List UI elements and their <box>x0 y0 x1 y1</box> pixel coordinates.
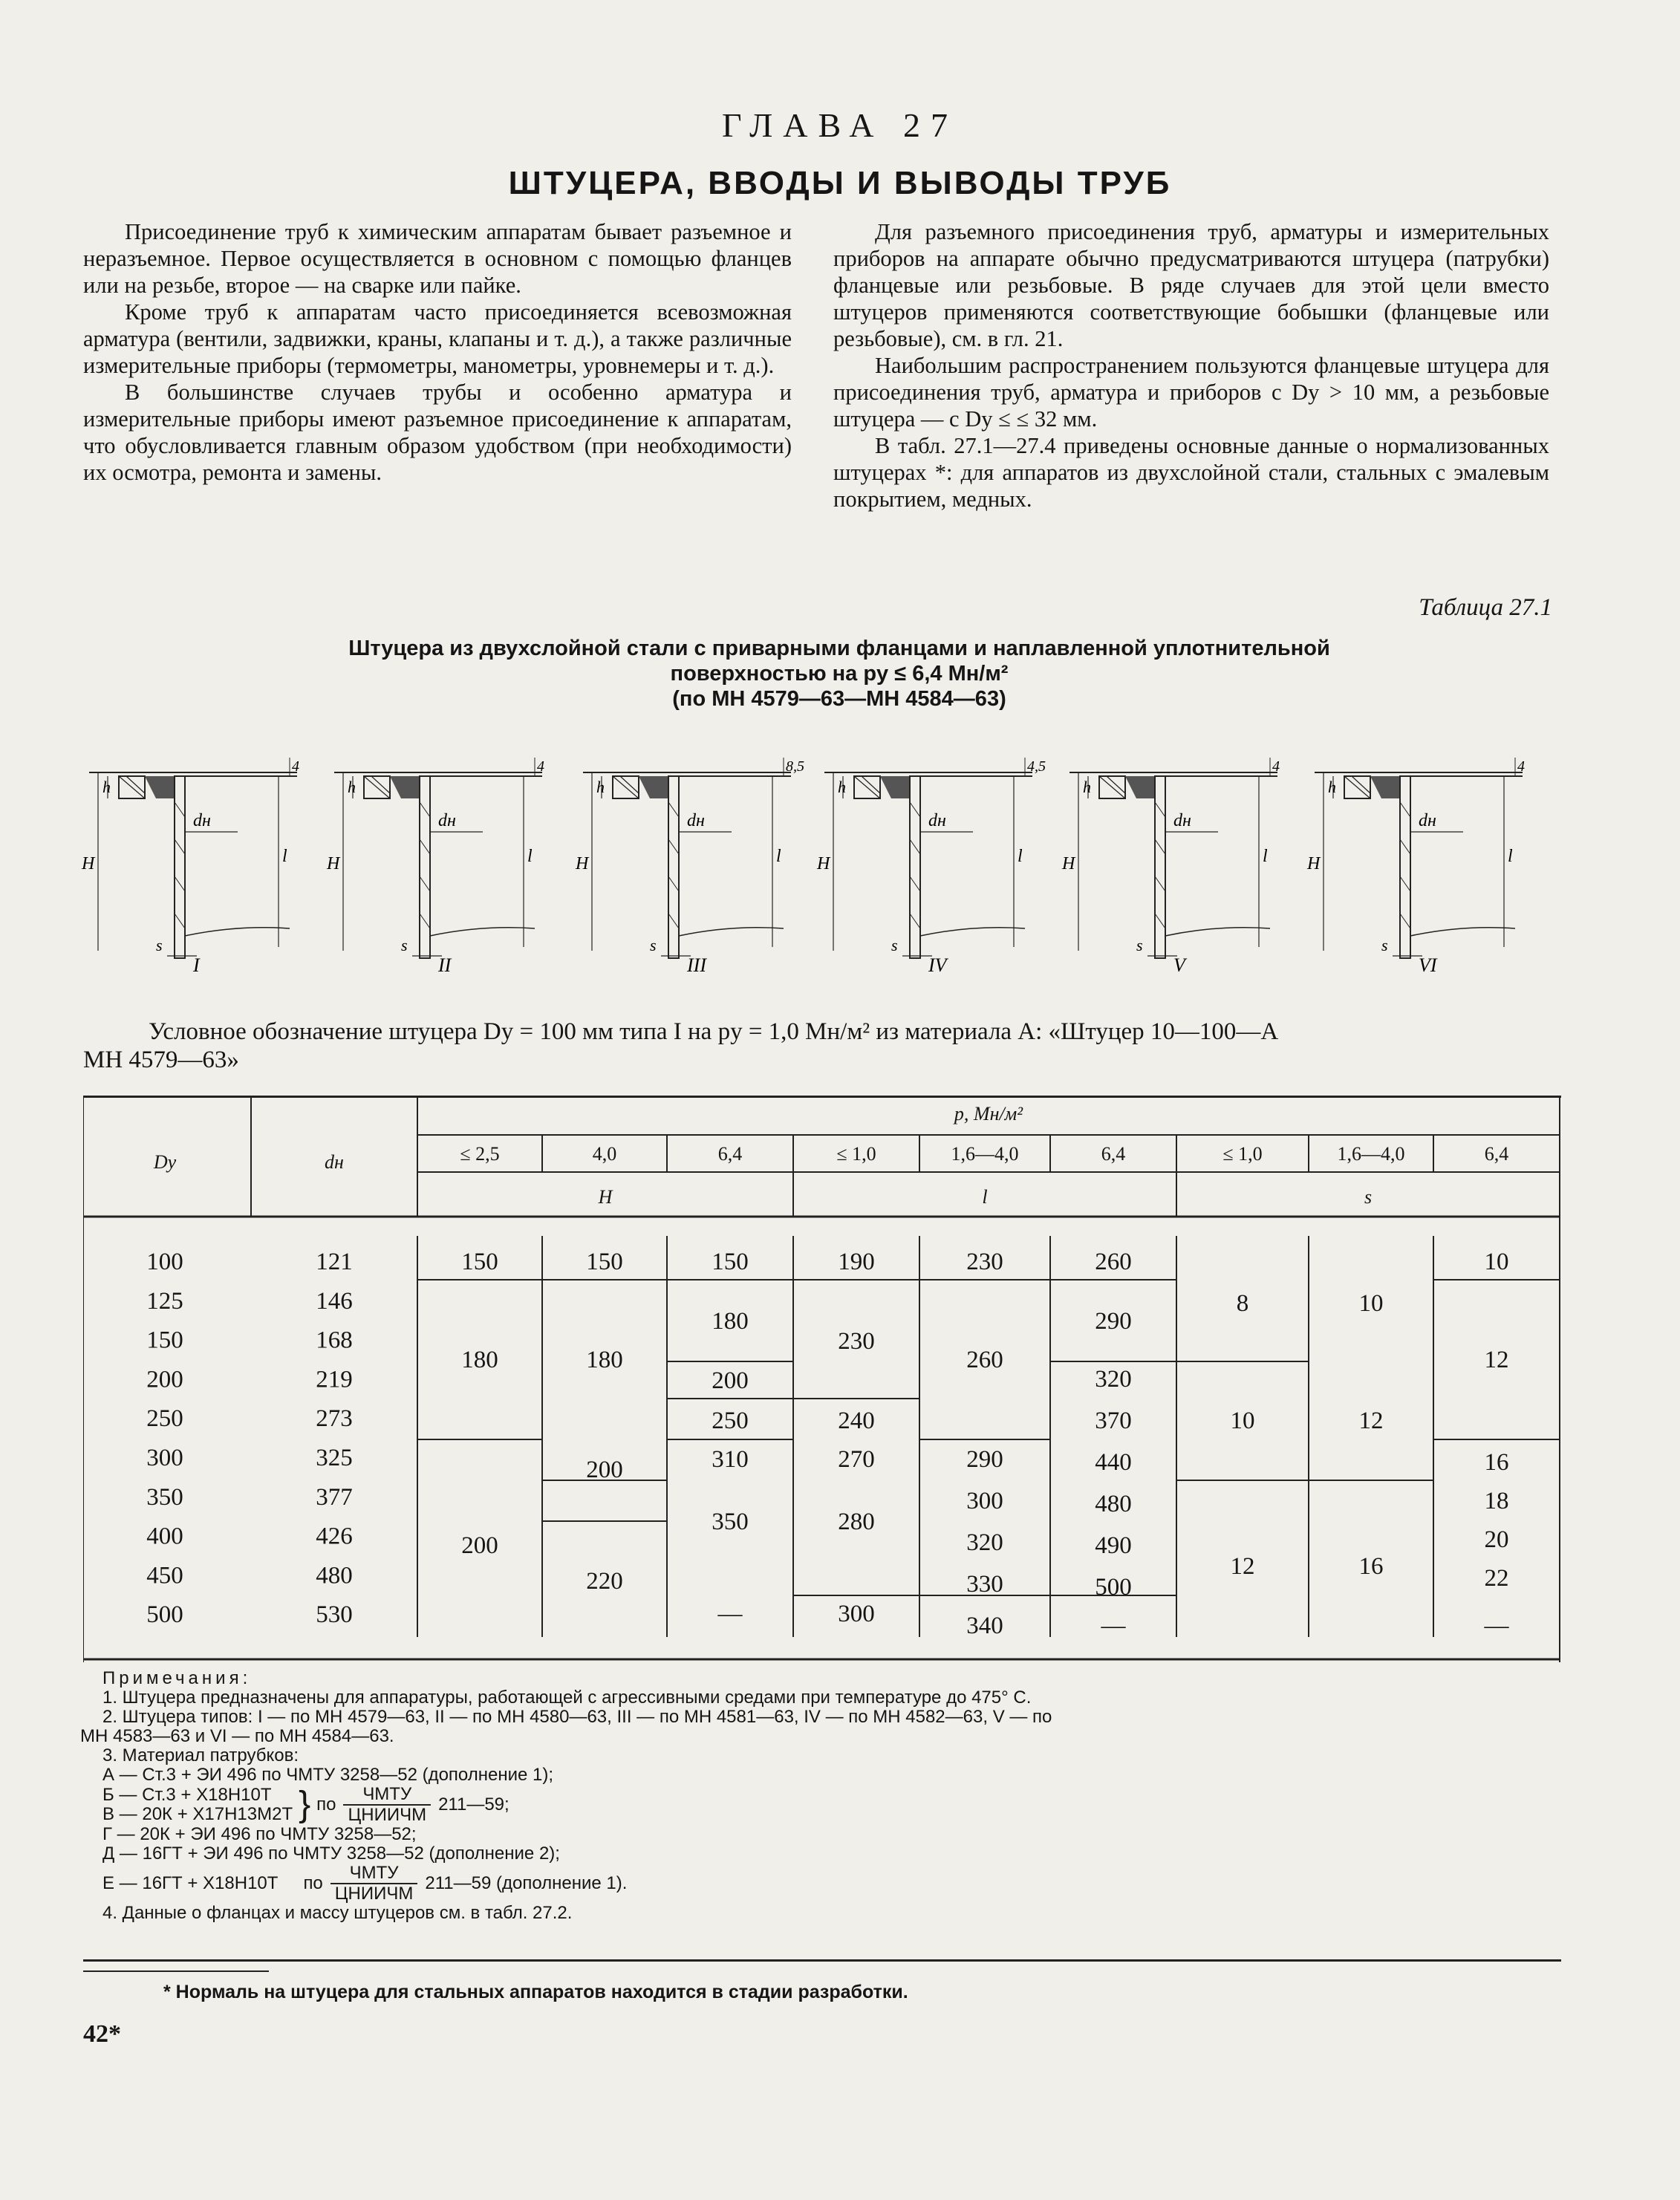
po-word: по <box>316 1794 336 1815</box>
label-s: s <box>650 936 657 954</box>
label-dim: 8,5 <box>786 758 804 775</box>
weld-seam <box>880 776 910 798</box>
dy-value: 500 <box>146 1601 183 1629</box>
label-s: s <box>401 936 408 954</box>
designation-line: Условное обозначение штуцера Dу = 100 мм типа I на pу = 1,0 Мн/м² из материала А: «Штуцер 10—100—А <box>149 1018 1279 1045</box>
pipe-wall <box>420 776 430 958</box>
designation-example <box>83 1018 1554 1074</box>
cell: 180 <box>586 1347 623 1373</box>
label-s: s <box>891 936 898 954</box>
chapter-heading: ГЛАВА 27 <box>721 106 959 144</box>
diagram-type-label: VI <box>1419 954 1437 973</box>
cell: 260 <box>966 1347 1003 1373</box>
table-number: Таблица 27.1 <box>1419 594 1552 621</box>
shell-contour <box>185 928 290 936</box>
label-dn: dн <box>1419 811 1436 830</box>
fitting-diagram <box>81 758 299 973</box>
cell: 10 <box>1484 1249 1509 1275</box>
label-dn: dн <box>1173 811 1191 830</box>
label-dn: dн <box>193 811 211 830</box>
cell: 10 <box>1230 1407 1255 1434</box>
caption-line: (по МН 4579—63—МН 4584—63) <box>672 687 1006 711</box>
pipe-wall <box>1155 776 1165 958</box>
dn-value: 325 <box>316 1445 353 1471</box>
footnote-rule <box>83 1970 269 1972</box>
note: 4. Данные о фланцах и массу штуцеров см. в табл. 27.2. <box>102 1903 573 1923</box>
text-column-left <box>83 218 792 486</box>
dn-value: 168 <box>316 1327 353 1354</box>
pressure-header: 1,6—4,0 <box>951 1143 1019 1165</box>
weld-seam <box>390 776 420 798</box>
label-s: s <box>156 936 163 954</box>
diagram-type-label: I <box>193 954 200 973</box>
dy-value: 100 <box>146 1249 183 1275</box>
caption-line: Штуцера из двухслойной стали с приварными фланцами и наплавленной уплотнительной <box>348 637 1330 660</box>
pressure-header: ≤ 2,5 <box>460 1143 500 1165</box>
dn-value: 146 <box>316 1287 353 1315</box>
label-H: H <box>1307 854 1321 873</box>
cell: 480 <box>1095 1491 1132 1517</box>
fraction <box>331 1864 418 1904</box>
frac-num: ЧМТУ <box>343 1785 431 1806</box>
diagram-type-label: II <box>438 954 452 973</box>
cell: — <box>717 1601 743 1627</box>
note: МН 4583—63 и VI — по МН 4584—63. <box>80 1726 394 1746</box>
dy-value: 400 <box>146 1523 183 1550</box>
dy-value: 150 <box>146 1327 183 1354</box>
dy-value: 350 <box>146 1483 183 1511</box>
label-h: h <box>596 778 605 796</box>
cell: 150 <box>586 1249 623 1275</box>
label-dn: dн <box>687 811 705 830</box>
po-word: по <box>303 1873 323 1893</box>
cell: 20 <box>1484 1526 1509 1553</box>
dy-value: 200 <box>146 1366 183 1393</box>
pressure-header: 4,0 <box>592 1143 617 1165</box>
dy-value: 125 <box>146 1287 183 1315</box>
frac-den: ЦНИИЧМ <box>334 1884 414 1904</box>
shell-contour <box>679 928 784 936</box>
frac-tail: 211—59; <box>438 1794 509 1815</box>
cell: 250 <box>712 1407 749 1434</box>
group-s: s <box>1364 1186 1373 1208</box>
dn-value: 426 <box>316 1523 353 1550</box>
cell: 180 <box>461 1347 498 1373</box>
dn-value: 273 <box>316 1405 353 1433</box>
pipe-wall <box>175 776 185 958</box>
cell: 8 <box>1236 1290 1249 1317</box>
cell: 150 <box>461 1249 498 1275</box>
table-notes <box>80 1668 1543 1923</box>
frac-den: ЦНИИЧМ <box>348 1805 427 1825</box>
header-dn: dн <box>325 1151 344 1173</box>
label-s: s <box>1381 936 1388 954</box>
paragraph: Для разъемного присоединения труб, арматуры и измерительных приборов на аппарате обычно предусматриваются штуцера (патрубки) фланцевые или резьбовые. В ряде случаев для этой цели вместо штуцеров применяются соответствующие бобышки (фланцевые или резьбовые), см. в гл. 21. <box>833 219 1549 351</box>
cell: 18 <box>1484 1488 1509 1514</box>
header-pressure: p, Мн/м² <box>954 1103 1023 1125</box>
table-grid <box>83 1098 1561 1662</box>
cell: 490 <box>1095 1532 1132 1559</box>
header-dy: Dу <box>153 1151 177 1173</box>
label-dn: dн <box>928 811 946 830</box>
paragraph: В большинстве случаев трубы и особенно арматура и измерительные приборы имеют разъемное присоединение к аппаратам, что обусловливается главным образом удобством (при необходимости) их осмотра, ремонта и замены. <box>83 380 792 485</box>
cell: 350 <box>712 1509 749 1535</box>
material-line: Д — 16ГТ + ЭИ 496 по ЧМТУ 3258—52 (дополнение 2); <box>102 1843 560 1864</box>
label-h: h <box>102 778 111 796</box>
cell: 12 <box>1230 1553 1255 1580</box>
dn-value: 219 <box>316 1366 353 1393</box>
page-number: 42* <box>83 2020 121 2048</box>
weld-seam <box>1125 776 1155 798</box>
fitting-diagram <box>1061 758 1280 973</box>
cell: 230 <box>838 1328 875 1355</box>
cell: 310 <box>712 1446 749 1473</box>
fitting-diagram <box>1306 758 1525 973</box>
label-h: h <box>1083 778 1091 796</box>
cell: 280 <box>838 1509 875 1535</box>
cell: 240 <box>838 1407 875 1434</box>
label-dim: 4 <box>1517 758 1525 775</box>
cell: 320 <box>1095 1366 1132 1393</box>
table-caption <box>223 636 1456 712</box>
label-h: h <box>348 778 356 796</box>
cell: 230 <box>966 1249 1003 1275</box>
paragraph: Присоединение труб к химическим аппаратам бывает разъемное и неразъемное. Первое осуществляется в основном с помощью фланцев или на резьбе, второе — на сварке или пайке. <box>83 219 792 298</box>
designation-line: МН 4579—63» <box>83 1047 239 1073</box>
material-line: А — Ст.3 + ЭИ 496 по ЧМТУ 3258—52 (дополнение 1); <box>102 1765 554 1785</box>
diagram-type-label: V <box>1173 954 1185 973</box>
pressure-header: ≤ 1,0 <box>1222 1143 1263 1165</box>
material-line: Е — 16ГТ + Х18Н10Т <box>102 1873 279 1893</box>
shell-contour <box>920 928 1025 936</box>
label-l: l <box>1508 847 1513 866</box>
dn-value: 530 <box>316 1601 353 1629</box>
cell: 340 <box>966 1612 1003 1639</box>
table-rules <box>83 1098 1560 1662</box>
caption-line: поверхностью на pу ≤ 6,4 Мн/м² <box>670 662 1009 686</box>
dn-value: 121 <box>316 1249 353 1275</box>
paragraph: Наибольшим распространением пользуются фланцевые штуцера для присоединения труб, арматура и приборов с Dу > 10 мм, а резьбовые штуцера — с Dу ≤ ≤ 32 мм. <box>833 353 1549 432</box>
cell: 290 <box>966 1446 1003 1473</box>
material-line: В — 20К + Х17Н13М2Т <box>102 1804 293 1824</box>
cell: 16 <box>1358 1553 1384 1580</box>
frac-num: ЧМТУ <box>331 1864 418 1884</box>
label-s: s <box>1136 936 1143 954</box>
label-l: l <box>282 847 287 866</box>
label-l: l <box>1263 847 1268 866</box>
label-l: l <box>527 847 533 866</box>
chapter-title: ШТУЦЕРА, ВВОДЫ И ВЫВОДЫ ТРУБ <box>508 165 1172 201</box>
label-h: h <box>838 778 846 796</box>
cell: 12 <box>1484 1347 1509 1373</box>
shell-contour <box>430 928 535 936</box>
label-l: l <box>776 847 781 866</box>
weld-seam <box>1370 776 1400 798</box>
note: 2. Штуцера типов: I — по МН 4579—63, II — по МН 4580—63, III — по МН 4581—63, IV — по МН 4582—63, V — по <box>102 1707 1052 1727</box>
dy-value: 300 <box>146 1445 183 1471</box>
material-line: Б — Ст.3 + Х18Н10Т <box>102 1785 272 1805</box>
cell: — <box>1101 1612 1126 1639</box>
cell: 200 <box>712 1367 749 1394</box>
cell: 300 <box>838 1601 875 1627</box>
cell: 12 <box>1358 1407 1384 1434</box>
cell: 190 <box>838 1249 875 1275</box>
fitting-diagram <box>575 758 804 973</box>
cell: 22 <box>1484 1565 1509 1592</box>
cell: 440 <box>1095 1449 1132 1476</box>
material-line: Г — 20К + ЭИ 496 по ЧМТУ 3258—52; <box>102 1824 417 1844</box>
group-l: l <box>982 1186 988 1208</box>
weld-seam <box>145 776 175 798</box>
material-group-e <box>102 1864 1543 1904</box>
pressure-header: ≤ 1,0 <box>836 1143 876 1165</box>
label-dn: dн <box>438 811 456 830</box>
group-H: H <box>598 1186 613 1208</box>
shell-contour <box>1165 928 1270 936</box>
cell: 330 <box>966 1571 1003 1598</box>
label-dim: 4 <box>537 758 544 775</box>
pipe-wall <box>910 776 920 958</box>
dy-value: 450 <box>146 1562 183 1589</box>
paragraph: В табл. 27.1—27.4 приведены основные данные о нормализованных штуцерах *: для аппаратов из двухслойной стали, стальных с эмалевым покрытием, медных. <box>833 433 1549 512</box>
material-group-bv: Б — Ст.3 + Х18Н10Т В — 20К + Х17Н13М2Т } по $\frac{\text{ЧМТУ}}{\text{ЦНИИЧМ}}$ 211—59; <box>102 1784 509 1825</box>
note: 1. Штуцера предназначены для аппаратуры, работающей с агрессивными средами при температуре до 475° С. <box>102 1688 1032 1708</box>
label-h: h <box>1328 778 1336 796</box>
fitting-diagram <box>816 758 1046 973</box>
text-column-right <box>833 218 1549 512</box>
dn-value: 377 <box>316 1483 353 1511</box>
cell: 220 <box>586 1568 623 1595</box>
cell: 10 <box>1358 1290 1384 1317</box>
dy-value: 250 <box>146 1405 183 1433</box>
label-dim: 4,5 <box>1027 758 1046 775</box>
fitting-diagrams <box>74 750 1575 973</box>
cell: 270 <box>838 1446 875 1473</box>
diagram-type-label: III <box>687 954 706 973</box>
pipe-wall <box>1400 776 1410 958</box>
label-l: l <box>1018 847 1023 866</box>
cell: 260 <box>1095 1249 1132 1275</box>
diagram-type-label: IV <box>928 954 947 973</box>
cell: 150 <box>712 1249 749 1275</box>
label-H: H <box>82 854 95 873</box>
cell: 180 <box>712 1308 749 1335</box>
cell: 200 <box>461 1532 498 1559</box>
cell: 16 <box>1484 1449 1509 1476</box>
label-dim: 4 <box>292 758 299 775</box>
dn-value: 480 <box>316 1562 353 1589</box>
pipe-wall <box>668 776 679 958</box>
note: 3. Материал патрубков: <box>102 1745 299 1765</box>
pressure-header: 6,4 <box>717 1143 743 1165</box>
label-dim: 4 <box>1272 758 1280 775</box>
weld-seam <box>639 776 668 798</box>
fraction <box>343 1785 431 1825</box>
paragraph: Кроме труб к аппаратам часто присоединяется всевозможная арматура (вентили, задвижки, краны, клапаны и т. д.), а также различные измерительные приборы (термометры, манометры, уровнемеры и т. д.). <box>83 299 792 378</box>
fitting-diagram <box>326 758 544 973</box>
shell-contour <box>1410 928 1515 936</box>
pressure-header: 1,6—4,0 <box>1337 1143 1405 1165</box>
cell: — <box>1484 1612 1509 1639</box>
cell: 370 <box>1095 1407 1132 1434</box>
label-H: H <box>576 854 589 873</box>
footnote: * Нормаль на штуцера для стальных аппаратов находится в стадии разработки. <box>163 1982 908 2002</box>
label-H: H <box>1062 854 1075 873</box>
label-H: H <box>327 854 340 873</box>
label-H: H <box>817 854 830 873</box>
pressure-header: 6,4 <box>1101 1143 1126 1165</box>
cell: 290 <box>1095 1308 1132 1335</box>
cell: 500 <box>1095 1574 1132 1601</box>
cell: 320 <box>966 1529 1003 1556</box>
cell: 300 <box>966 1488 1003 1514</box>
notes-heading: Примечания: <box>102 1668 252 1688</box>
frac-tail: 211—59 (дополнение 1). <box>425 1873 628 1893</box>
cell: 200 <box>586 1457 623 1483</box>
pressure-header: 6,4 <box>1484 1143 1509 1165</box>
